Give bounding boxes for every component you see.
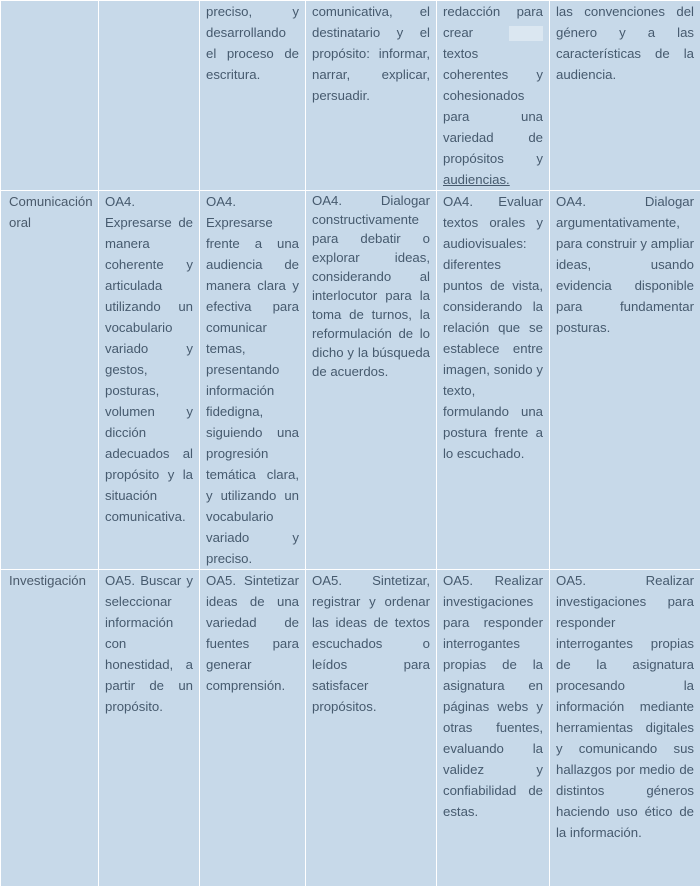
table-cell xyxy=(550,1,700,191)
cell-text: las convenciones del género y a las características de la audiencia. xyxy=(556,1,694,85)
cell-text: textos coherentes y cohesionados para una variedad de propósitos y xyxy=(443,46,543,166)
table-cell: OA5. Sintetizar, registrar y ordenar las ideas de textos escuchados o leídos para satisfacer propósitos. xyxy=(306,570,437,887)
cell-text: redacción para crear xyxy=(443,4,543,40)
table-cell xyxy=(306,1,437,191)
table-cell: OA5. Realizar investigaciones para responder interrogantes propias de la asignatura procesando la información mediante herramientas digitales y comunicando sus hallazgos por medio de distintos géneros haciendo uso ético de la información. xyxy=(550,570,700,887)
underlined-word: audiencias. xyxy=(443,172,510,187)
redaction-box xyxy=(509,26,543,41)
cell-text: preciso, y desarrollando el proceso de escritura. xyxy=(206,1,299,85)
cell-text: comunicativa, el destinatario y el propósito: informar, narrar, explicar, persuadir. xyxy=(312,1,430,106)
table-cell: OA5. Realizar investigaciones para responder interrogantes propias de la asignatura en páginas webs y otras fuentes, evaluando la validez y confiabilidad de estas. xyxy=(437,570,550,887)
table-cell: OA4. Dialogar argumentativamente, para construir y ampliar ideas, usando evidencia disponible para fundamentar posturas. xyxy=(550,191,700,570)
table-row xyxy=(1,191,700,570)
table-row xyxy=(1,570,700,887)
table-cell: OA4. Evaluar textos orales y audiovisuales: diferentes puntos de vista, considerando la relación que se establece entre imagen, sonido y texto, formulando una postura frente a lo escuchado. xyxy=(437,191,550,570)
table-cell: OA4. Dialogar constructivamente para debatir o explorar ideas, considerando al interlocutor para la toma de turnos, la reformulación de lo dicho y la búsqueda de acuerdos. xyxy=(306,191,437,570)
axis-cell xyxy=(1,1,99,191)
table-cell: OA4. Expresarse frente a una audiencia de manera clara y efectiva para comunicar temas, presentando información fidedigna, siguiendo una progresión temática clara, y utilizando un vocabulario variado y preciso. xyxy=(200,191,306,570)
table-cell: OA5. Buscar y seleccionar información con honestidad, a partir de un propósito. xyxy=(99,570,200,887)
table-cell: OA4. Expresarse de manera coherente y articulada utilizando un vocabulario variado y gestos, posturas, volumen y dicción adecuados al propósito y la situación comunicativa. xyxy=(99,191,200,570)
table-cell xyxy=(99,1,200,191)
table-row xyxy=(1,1,700,191)
axis-cell: Comunicación oral xyxy=(1,191,99,570)
table-cell xyxy=(200,1,306,191)
table-cell xyxy=(437,1,550,191)
axis-cell: Investigación xyxy=(1,570,99,887)
table-cell: OA5. Sintetizar ideas de una variedad de fuentes para generar comprensión. xyxy=(200,570,306,887)
